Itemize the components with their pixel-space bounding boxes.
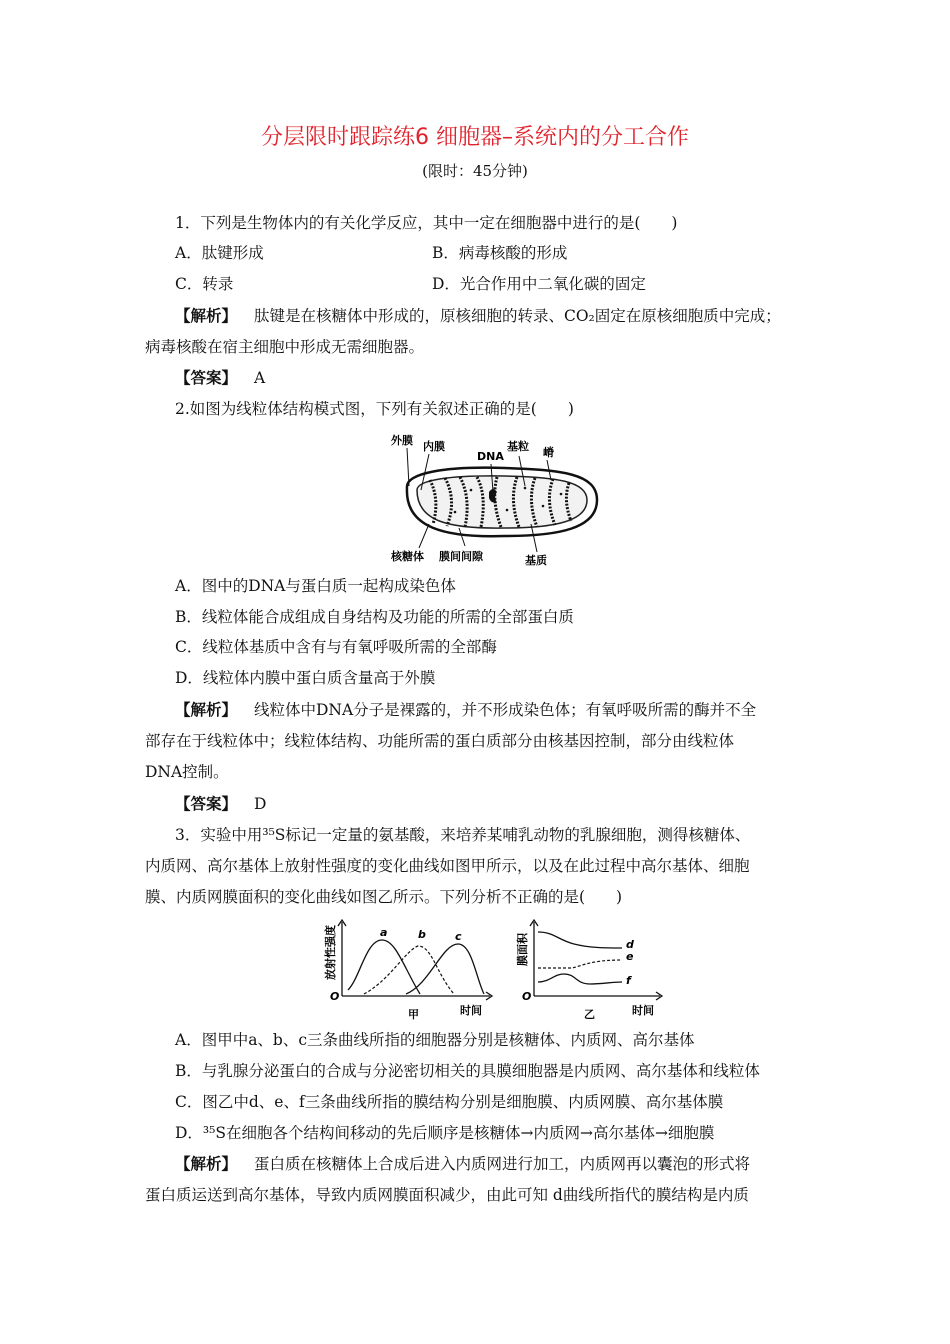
curve-a-label: a (380, 926, 388, 939)
curve-f-label: f (626, 974, 631, 987)
label-matrix: 基质 (525, 554, 547, 567)
curve-e-label: e (626, 950, 634, 963)
q3-option-c: C．图乙中d、e、f三条曲线所指的膜结构分别是细胞膜、内质网膜、高尔基体膜 (175, 1093, 724, 1111)
curve-b-label: b (418, 928, 426, 941)
label-intermembrane-space: 膜间间隙 (439, 550, 483, 563)
answer-value: D (253, 795, 267, 813)
chart-name: 甲 (408, 1008, 419, 1021)
analysis-tag: 【解析】 (175, 700, 238, 719)
q1-option-a: A．肽键形成 (175, 244, 264, 262)
q2-analysis-line-3: DNA控制。 (145, 763, 229, 781)
label-dna: DNA (477, 450, 504, 463)
q3-analysis-line-1 (175, 1154, 750, 1174)
curve-a (348, 940, 420, 994)
curve-b (364, 946, 454, 994)
q2-option-c: C．线粒体基质中含有与有氧呼吸所需的全部酶 (175, 638, 497, 656)
q1-answer (175, 368, 265, 388)
analysis-tag: 【解析】 (175, 1154, 238, 1173)
answer-tag: 【答案】 (175, 368, 238, 387)
answer-tag: 【答案】 (175, 794, 238, 813)
q3-option-a: A．图甲中a、b、c三条曲线所指的细胞器分别是核糖体、内质网、高尔基体 (175, 1031, 695, 1049)
label-inner-membrane: 内膜 (423, 440, 445, 453)
q3-stem-line-2: 内质网、高尔基体上放射性强度的变化曲线如图甲所示，以及在此过程中高尔基体、细胞 (145, 857, 750, 875)
origin-label: O (522, 990, 532, 1003)
chart-name: 乙 (584, 1008, 595, 1021)
mitochondrion-diagram (385, 428, 615, 568)
q2-analysis-line-2: 部存在于线粒体中；线粒体结构、功能所需的蛋白质部分由核基因控制，部分由线粒体 (145, 732, 735, 750)
curve-c (406, 944, 484, 994)
chart-jia (320, 918, 500, 1026)
mitochondrion-figure (385, 428, 615, 568)
curve-f (538, 974, 622, 984)
chart-jia-svg (320, 918, 500, 1026)
q1-analysis-line-2: 病毒核酸在宿主细胞中形成无需细胞器。 (145, 338, 425, 356)
q1-option-d: D．光合作用中二氧化碳的固定 (432, 275, 646, 293)
q2-stem: 2.如图为线粒体结构模式图，下列有关叙述正确的是( ) (175, 400, 574, 418)
q1-option-c: C．转录 (175, 275, 234, 293)
y-axis-label: 放射性强度 (324, 925, 337, 980)
label-granule: 基粒 (507, 440, 529, 453)
page-title: 分层限时跟踪练6 细胞器–系统内的分工合作 (261, 125, 689, 150)
q3-analysis-line-2: 蛋白质运送到高尔基体，导致内质网膜面积减少，由此可知 d曲线所指代的膜结构是内质 (145, 1186, 749, 1204)
x-axis-label: 时间 (632, 1004, 654, 1017)
q1-option-b: B．病毒核酸的形成 (432, 244, 568, 262)
answer-value: A (253, 369, 266, 387)
q2-answer (175, 794, 266, 814)
q2-option-d: D．线粒体内膜中蛋白质含量高于外膜 (175, 669, 436, 687)
curve-d (538, 932, 622, 948)
q3-option-b: B．与乳腺分泌蛋白的合成与分泌密切相关的具膜细胞器是内质网、高尔基体和线粒体 (175, 1062, 760, 1080)
chart-yi (510, 918, 670, 1026)
q1-analysis-line-1 (175, 306, 781, 326)
curve-e (538, 960, 622, 968)
q1-stem: 1．下列是生物体内的有关化学反应，其中一定在细胞器中进行的是( ) (175, 214, 678, 232)
origin-label: O (330, 990, 340, 1003)
y-axis-label: 膜面积 (516, 933, 529, 966)
analysis-text: 线粒体中DNA分子是裸露的，并不形成染色体；有氧呼吸所需的酶并不全 (253, 701, 757, 719)
curve-d-label: d (626, 938, 634, 951)
analysis-tag: 【解析】 (175, 306, 238, 325)
x-axis-label: 时间 (460, 1004, 482, 1017)
chart-yi-svg (510, 918, 670, 1026)
label-outer-membrane: 外膜 (391, 434, 413, 447)
q2-analysis-line-1 (175, 700, 756, 720)
q3-option-d: D．³⁵S在细胞各个结构间移动的先后顺序是核糖体→内质网→高尔基体→细胞膜 (175, 1124, 715, 1142)
q2-option-a: A．图中的DNA与蛋白质一起构成染色体 (175, 577, 456, 595)
analysis-text: 蛋白质在核糖体上合成后进入内质网进行加工，内质网再以囊泡的形式将 (253, 1155, 750, 1173)
time-limit: (限时：45分钟) (422, 162, 528, 180)
label-ribosome: 核糖体 (391, 550, 424, 563)
curve-c-label: c (455, 930, 462, 943)
q3-stem-line-3: 膜、内质网膜面积的变化曲线如图乙所示。下列分析不正确的是( ) (145, 888, 623, 906)
q3-stem-line-1: 3．实验中用³⁵S标记一定量的氨基酸，来培养某哺乳动物的乳腺细胞，测得核糖体、 (175, 826, 751, 844)
analysis-text: 肽键是在核糖体中形成的，原核细胞的转录、CO₂固定在原核细胞质中完成； (253, 307, 781, 325)
label-crista: 嵴 (543, 446, 554, 459)
q2-option-b: B．线粒体能合成组成自身结构及功能的所需的全部蛋白质 (175, 608, 574, 626)
